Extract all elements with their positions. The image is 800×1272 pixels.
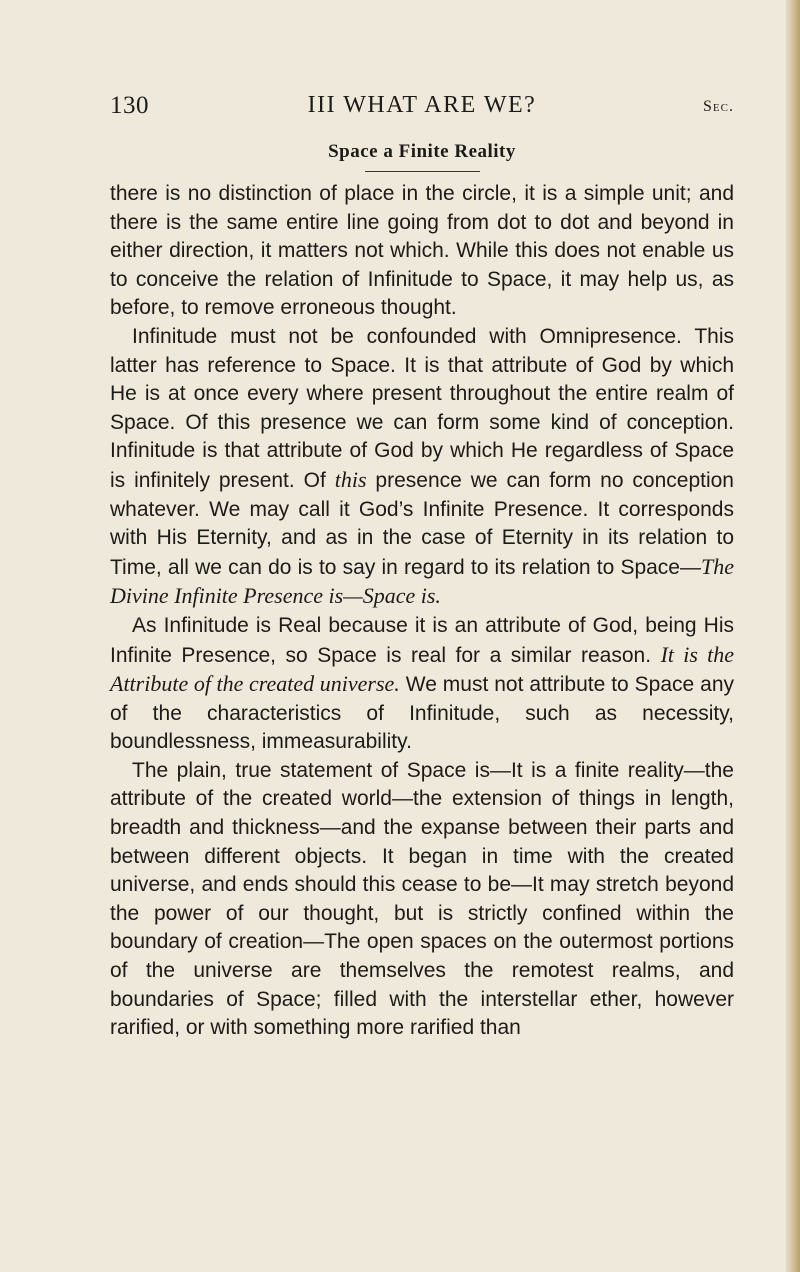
paragraph [110,757,734,1043]
text-run: We must not attribute to Space any of the characteristics of Infinitude, such as necessity, boundlessness, immeasurability. [110,673,734,754]
page-edge [786,0,800,1272]
sub-heading: Space a Finite Reality [328,141,516,162]
page-number: 130 [110,92,149,119]
body-text [110,180,734,1043]
italic-text: The Divine Infinite Presence is—Space is. [110,553,734,609]
sub-heading-rule [365,171,480,172]
section-label: Sec. [703,98,734,115]
text-run: As Infinitude is Real because it is an attribute of God, being His Infinite Presence, so Space is real for a similar reason. [110,613,734,667]
text-run: The plain, true statement of Space is—It is a finite reality—the attribute of the created world—the extension of things in length, breadth and thickness—and the expanse between their parts and between different objects. It began in time with the created universe, and ends should this cease to be—It may stretch beyond the power of our thought, but is strictly confined within the boundary of creation—The open spaces on the outermost portions of the universe are themselves the remotest realms, and boundaries of Space; filled with the interstellar ether, however rarified, or with something more rarified than [110,758,734,1040]
paragraph [110,612,734,757]
running-title: III WHAT ARE WE? [307,92,537,118]
text-run: presence we can form no conception whatever. We may call it God’s Infinite Presence. It corresponds with His Eternity, and as in the case of Eternity in its relation to Time, all we can do is to say in regard to its relation to Space— [110,468,734,579]
running-head [110,92,734,132]
paragraph [110,323,734,612]
text-run: there is no distinction of place in the circle, it is a simple unit; and there is the same entire line going from dot to dot and beyond in either direction, it matters not which. While this does not enable us to conceive the relation of Infinitude to Space, it may help us, as before, to remove erroneous thought. [110,182,734,320]
paragraph [110,180,734,323]
italic-text: this [334,466,367,492]
italic-text: It is the Attribute of the created universe. [110,641,734,697]
text-run: Infinitude must not be confounded with Omnipresence. This latter has reference to Space. It is that attribute of God by which He is at once every where present throughout the entire realm of Space. Of this presence we can form some kind of conception. Infinitude is that attribute of God by which He regardless of Space is infinitely present. Of [110,324,734,492]
